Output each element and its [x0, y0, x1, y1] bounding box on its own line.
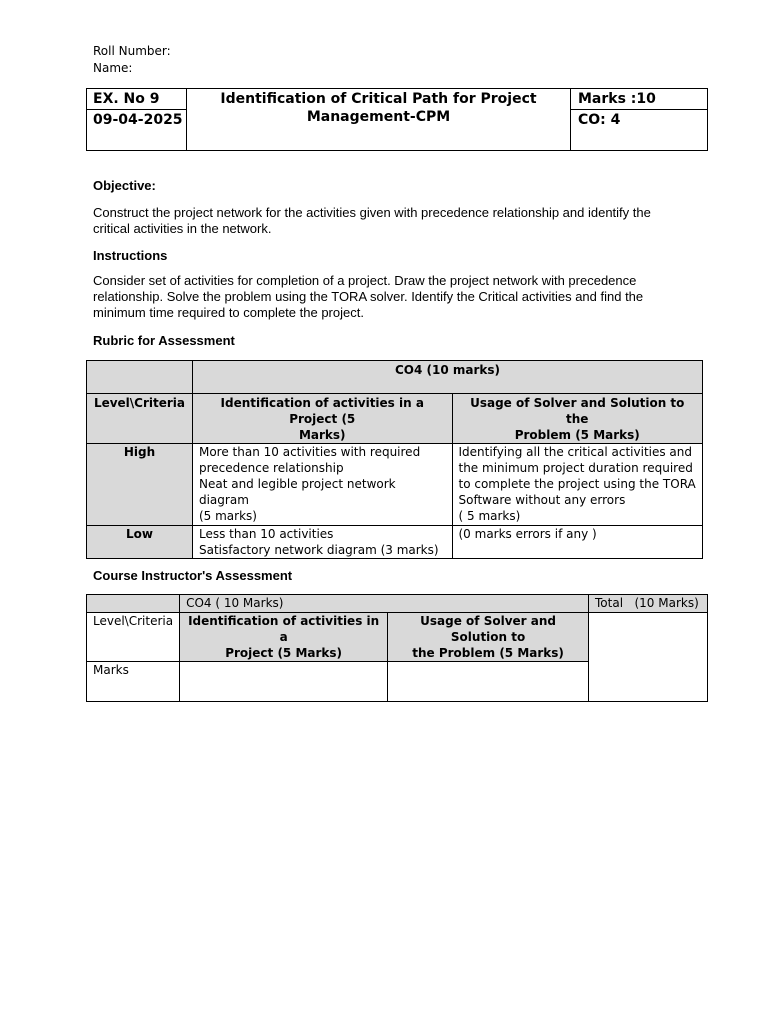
- header-line: Marks): [298, 428, 346, 442]
- cell-line: More than 10 activities with required: [198, 445, 421, 459]
- rubric-criteria-row: [87, 394, 703, 444]
- instructions-line: Consider set of activities for completion of a project. Draw the project network with precedence: [93, 273, 637, 288]
- header-line: Problem (5 Marks): [514, 428, 640, 442]
- cell-line: precedence relationship: [198, 461, 344, 475]
- exercise-title: [187, 91, 570, 125]
- header-line: Usage of Solver and Solution to: [420, 614, 556, 644]
- instructions-line: relationship. Solve the problem using the TORA solver. Identify the Critical activities and find the: [93, 289, 644, 304]
- rubric-high-col2: [452, 444, 703, 526]
- exercise-header: [86, 88, 708, 151]
- rubric-header-row: [87, 361, 703, 394]
- assessment-corner-cell: [87, 595, 180, 613]
- course-outcome: CO: 4: [578, 112, 621, 128]
- cell-line: Software without any errors: [458, 493, 626, 507]
- rubric-low-label: Low: [87, 526, 193, 559]
- assessment-criteria-row: [87, 613, 708, 662]
- objective-line: critical activities in the network.: [93, 221, 272, 236]
- instructions-line: minimum time required to complete the project.: [93, 305, 364, 320]
- header-line: Identification of activities in a: [188, 614, 380, 644]
- header-line: Identification of activities in a Project (5: [220, 396, 424, 426]
- instructions-text: [93, 273, 713, 321]
- assessment-col2-header: [388, 613, 589, 662]
- cell-line: to complete the project using the TORA: [458, 477, 696, 491]
- rubric-col2-header: [452, 394, 703, 444]
- cell-line: Less than 10 activities: [198, 527, 334, 541]
- assessment-header-row: [87, 595, 708, 613]
- rubric-criteria-label: Level\Criteria: [87, 394, 193, 444]
- rubric-low-row: [87, 526, 703, 559]
- cell-line: (5 marks): [198, 509, 257, 523]
- assessment-marks-label: Marks: [87, 662, 180, 702]
- objective-line: Construct the project network for the activities given with precedence relationship and identify the: [93, 205, 651, 220]
- rubric-heading: Rubric for Assessment: [93, 333, 235, 348]
- assessment-marks-col1: [180, 662, 388, 702]
- exercise-title-line2: Management-CPM: [306, 109, 451, 125]
- marks-value: Marks :10: [578, 91, 656, 107]
- rubric-table: [86, 360, 703, 559]
- header-line: Usage of Solver and Solution to the: [470, 396, 685, 426]
- objective-heading: Objective:: [93, 178, 156, 193]
- cell-line: Neat and legible project network diagram: [198, 477, 396, 507]
- cell-line: Identifying all the critical activities and: [458, 445, 693, 459]
- assessment-total-cell: [589, 613, 708, 702]
- assessment-criteria-label: Level\Criteria: [87, 613, 180, 662]
- assessment-heading: Course Instructor's Assessment: [93, 568, 293, 583]
- cell-line: (0 marks errors if any ): [458, 527, 597, 541]
- header-line: Project (5 Marks): [225, 646, 343, 660]
- rubric-low-col1: [192, 526, 452, 559]
- header-line: the Problem (5 Marks): [412, 646, 564, 660]
- exercise-title-line1: Identification of Critical Path for Project: [220, 91, 537, 107]
- rubric-low-col2: [452, 526, 703, 559]
- assessment-marks-col2: [388, 662, 589, 702]
- assessment-co-header: CO4 ( 10 Marks): [180, 595, 589, 613]
- rubric-high-row: [87, 444, 703, 526]
- assessment-total-header: Total (10 Marks): [589, 595, 708, 613]
- rubric-corner-cell: [87, 361, 193, 394]
- assessment-col1-header: [180, 613, 388, 662]
- rubric-high-col1: [192, 444, 452, 526]
- exercise-number: EX. No 9: [93, 91, 160, 107]
- name-label: Name:: [93, 61, 133, 75]
- exercise-date: 09-04-2025: [93, 112, 183, 128]
- instructions-heading: Instructions: [93, 248, 168, 263]
- cell-line: Satisfactory network diagram (3 marks): [198, 543, 439, 557]
- roll-number-label: Roll Number:: [93, 44, 171, 58]
- cell-line: the minimum project duration required: [458, 461, 693, 475]
- rubric-col1-header: [192, 394, 452, 444]
- rubric-high-label: High: [87, 444, 193, 526]
- objective-text: [93, 205, 713, 237]
- rubric-co-header: CO4 (10 marks): [192, 361, 702, 394]
- cell-line: ( 5 marks): [458, 509, 521, 523]
- assessment-table: [86, 594, 708, 702]
